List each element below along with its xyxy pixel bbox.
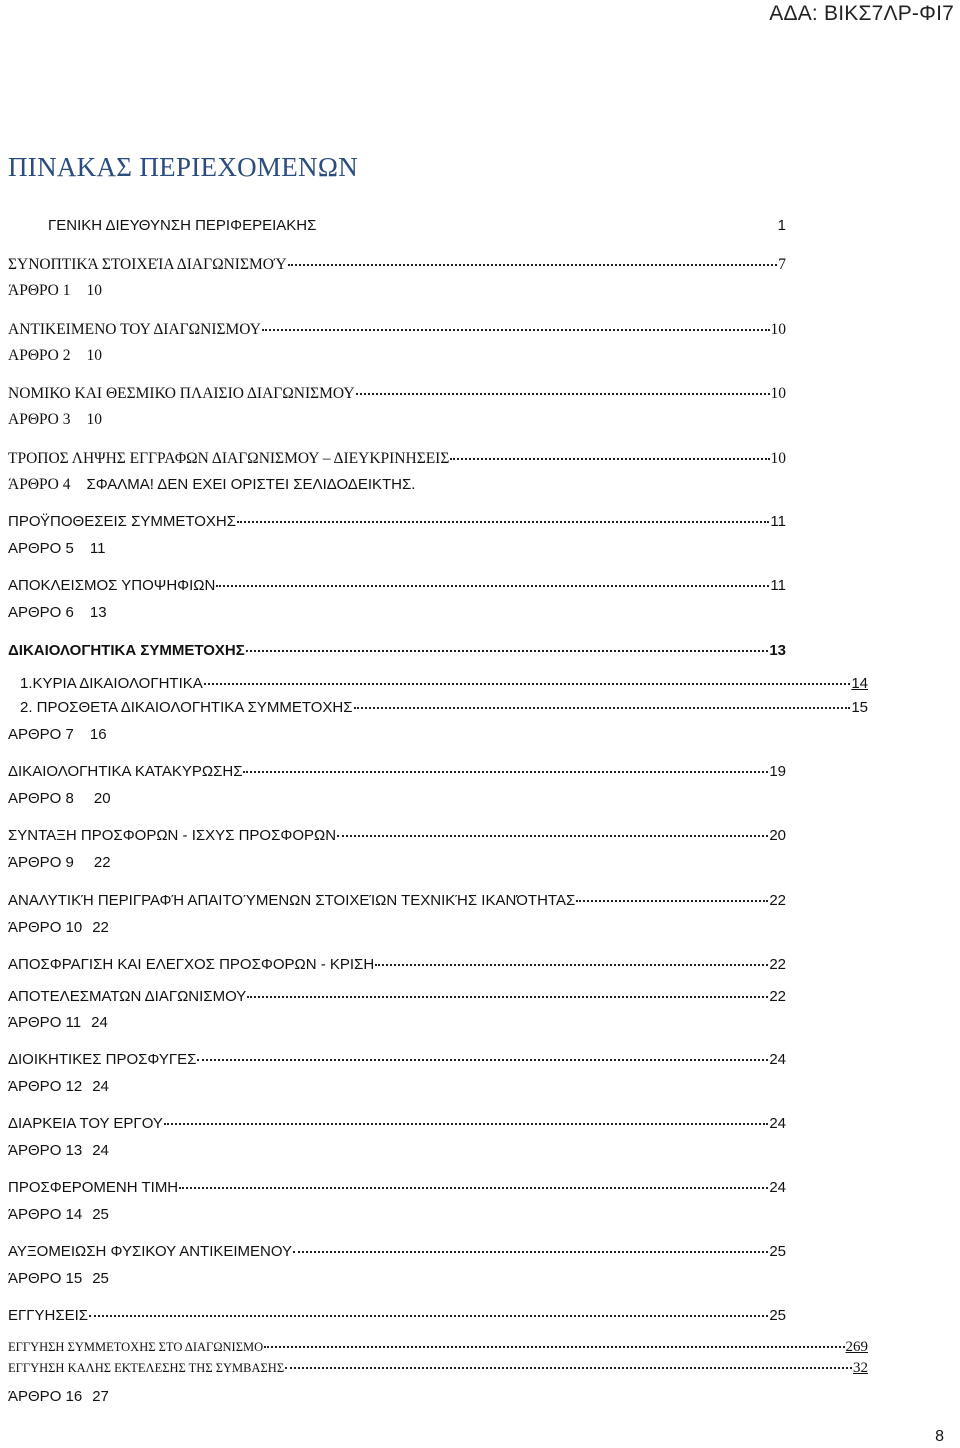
toc-entry-label: ΠΡΟΣΦΕΡΟΜΕΝΗ ΤΙΜΗ <box>8 1179 179 1196</box>
toc-entry-page: 32 <box>853 1359 868 1376</box>
toc-entry[interactable] <box>8 1336 868 1355</box>
toc-entry[interactable] <box>8 1303 786 1323</box>
toc-entry[interactable] <box>8 1143 109 1158</box>
dot-leader <box>262 313 770 331</box>
dot-leader <box>197 1044 768 1061</box>
toc-entry-page: 10 <box>86 282 102 299</box>
toc-entry-page: 22 <box>92 919 109 936</box>
toc-entry-label: ΔΙΚΑΙΟΛΟΓΗΤΙΚΑ ΚΑΤΑΚΥΡΩΣΗΣ <box>8 763 243 780</box>
dot-leader <box>179 1172 768 1189</box>
toc-entry-label: ΑΝΑΛΥΤΙΚΉ ΠΕΡΙΓΡΑΦΉ ΑΠΑΙΤΟΎΜΕΝΩΝ ΣΤΟΙΧΕΊΩΝ ΤΕΧΝΙΚΉΣ ΙΚΑΝΌΤΗΤΑΣ <box>8 892 576 909</box>
toc-entry-page: 10 <box>770 449 786 467</box>
dot-leader <box>354 692 851 709</box>
toc-entry-label: ΆΡΘΡΟ 4 <box>8 476 71 493</box>
toc-entry-label: ΓΕΝΙΚΗ ΔΙΕΥΘΥΝΣΗ ΠΕΡΙΦΕΡΕΙΑΚΗΣ <box>48 217 317 234</box>
toc-entry-label: ΆΡΘΡΟ 14 <box>8 1206 83 1223</box>
toc-entry-page: 24 <box>769 1179 786 1196</box>
toc-entry[interactable] <box>8 888 786 908</box>
toc-entry[interactable] <box>8 477 415 493</box>
toc-entry[interactable] <box>8 638 786 658</box>
toc-entry[interactable] <box>20 695 868 715</box>
toc-entry-page: 11 <box>89 540 106 557</box>
dot-leader <box>164 1108 768 1125</box>
dot-leader <box>375 949 768 966</box>
toc-entry[interactable] <box>8 920 109 935</box>
toc-entry[interactable] <box>8 1175 786 1195</box>
toc-entry-page: 11 <box>770 577 786 594</box>
toc-entry-label: ΑΠΟΚΛΕΙΣΜΟΣ ΥΠΟΨΗΦΙΩΝ <box>8 577 216 594</box>
toc-entry[interactable] <box>8 759 786 779</box>
toc-entry[interactable] <box>8 445 786 466</box>
toc-entry[interactable] <box>8 823 786 843</box>
toc-entry-page: 13 <box>89 604 107 621</box>
dot-leader <box>264 1333 844 1348</box>
toc-entry[interactable] <box>8 1389 109 1404</box>
toc-entry[interactable] <box>8 1047 786 1067</box>
toc-entry-page: 10 <box>86 411 102 428</box>
toc-entry[interactable] <box>8 1271 109 1286</box>
toc-entry-page: 22 <box>93 854 111 871</box>
toc-entry-page: 25 <box>769 1243 786 1260</box>
dot-leader <box>450 442 769 460</box>
toc-entry-label: ΠΡΟΫΠΟΘΕΣΕΙΣ ΣΥΜΜΕΤΟΧΗΣ <box>8 513 237 530</box>
toc-entry-label: ΑΠΟΣΦΡΑΓΙΣΗ ΚΑΙ ΕΛΕΓΧΟΣ ΠΡΟΣΦΟΡΩΝ - ΚΡΙΣΗ <box>8 956 375 973</box>
toc-entry-page: 22 <box>769 956 786 973</box>
toc-entry-page: 269 <box>845 1338 868 1355</box>
toc-entry-label: 2. ΠΡΟΣΘΕΤΑ ΔΙΚΑΙΟΛΟΓΗΤΙΚΑ ΣΥΜΜΕΤΟΧΗΣ <box>20 699 353 716</box>
toc-entry-label: ΆΡΘΡΟ 16 <box>8 1388 83 1405</box>
toc-entry-page: 24 <box>92 1142 109 1159</box>
toc-entry-page: 25 <box>92 1270 109 1287</box>
toc-entry-label: ΑΡΘΡΟ 8 <box>8 790 74 807</box>
toc-entry[interactable] <box>20 671 868 691</box>
toc-entry[interactable] <box>8 573 786 593</box>
dot-leader <box>246 635 769 652</box>
toc-entry-label: ΑΡΘΡΟ 7 <box>8 726 74 743</box>
toc-entry-page: 1 <box>777 217 786 234</box>
toc-entry[interactable] <box>8 984 786 1004</box>
dot-leader <box>243 756 768 773</box>
toc-entry-label: ΆΡΘΡΟ 12 <box>8 1078 83 1095</box>
toc-entry-label: ΆΡΘΡΟ 15 <box>8 1270 83 1287</box>
toc-entry-page: 10 <box>770 384 786 402</box>
toc-entry-page: 20 <box>93 790 111 807</box>
toc-entry[interactable] <box>8 855 111 870</box>
dot-leader <box>247 981 768 998</box>
toc-entry-page: 16 <box>89 726 107 743</box>
dot-leader <box>288 248 778 266</box>
toc-entry[interactable] <box>8 412 102 428</box>
toc-entry-label: ΔΙΑΡΚΕΙΑ ΤΟΥ ΕΡΓΟΥ <box>8 1115 163 1132</box>
dot-leader <box>204 668 851 685</box>
dot-leader <box>576 885 768 902</box>
page-number: 8 <box>935 1428 944 1445</box>
toc-entry-label: ΑΡΘΡΟ 2 <box>8 347 71 364</box>
toc-entry[interactable] <box>8 316 786 337</box>
toc-entry-page: 10 <box>770 320 786 338</box>
toc-entry[interactable] <box>8 605 107 620</box>
toc-entry-page: 24 <box>769 1115 786 1132</box>
toc-entry[interactable] <box>8 1111 786 1131</box>
toc-entry-page: ΣΦΑΛΜΑ! ΔΕΝ ΕΧΕΙ ΟΡΙΣΤΕΙ ΣΕΛΙΔΟΔΕΙΚΤΗΣ. <box>86 476 416 493</box>
toc-entry-label: ΔΙΟΙΚΗΤΙΚΕΣ ΠΡΟΣΦΥΓΕΣ <box>8 1051 197 1068</box>
toc-entry[interactable] <box>8 251 786 272</box>
toc-entry-label: ΝΟΜΙΚΟ ΚΑΙ ΘΕΣΜΙΚΟ ΠΛΑΙΣΙΟ ΔΙΑΓΩΝΙΣΜΟΥ <box>8 384 355 402</box>
toc-entry-label: ΕΓΓΥΗΣΗ ΣΥΜΜΕΤΟΧΗΣ ΣΤΟ ΔΙΑΓΩΝΙΣΜΟ <box>8 1339 264 1354</box>
toc-entry[interactable] <box>8 348 102 364</box>
toc-entry-page: 15 <box>851 699 868 716</box>
toc-entry-page: 22 <box>769 892 786 909</box>
toc-entry-label: 1.ΚΥΡΙΑ ΔΙΚΑΙΟΛΟΓΗΤΙΚΑ <box>20 675 203 692</box>
toc-entry-label: ΆΡΘΡΟ 10 <box>8 919 83 936</box>
toc-entry-page: 25 <box>92 1206 109 1223</box>
toc-entry[interactable] <box>8 380 786 401</box>
toc-entry-page: 24 <box>769 1051 786 1068</box>
toc-entry-label: ΆΡΘΡΟ 9 <box>8 854 74 871</box>
toc-entry-page: 22 <box>769 988 786 1005</box>
toc-entry-label: ΔΙΚΑΙΟΛΟΓΗΤΙΚΑ ΣΥΜΜΕΤΟΧΗΣ <box>8 642 245 659</box>
toc-entry-label: ΆΡΘΡΟ 13 <box>8 1142 83 1159</box>
toc-entry[interactable] <box>8 1079 109 1094</box>
ada-header: ΑΔΑ: ΒΙΚΣ7ΛΡ-ΦΙ7 <box>769 2 954 25</box>
toc-entry-page: 27 <box>92 1388 109 1405</box>
dot-leader <box>216 570 769 587</box>
toc-entry[interactable] <box>8 283 102 299</box>
toc-entry-page: 24 <box>92 1078 109 1095</box>
toc-entry-label: ΑΠΟΤΕΛΕΣΜΑΤΩΝ ΔΙΑΓΩΝΙΣΜΟΥ <box>8 988 247 1005</box>
toc-entry-page: 19 <box>769 763 786 780</box>
toc-entry[interactable] <box>8 509 786 529</box>
toc-entry[interactable] <box>48 218 786 233</box>
toc-entry[interactable] <box>8 727 107 742</box>
toc-entry-label: ΑΡΘΡΟ 3 <box>8 411 71 428</box>
toc-entry-page: 24 <box>91 1014 108 1031</box>
toc-entry-label: ΕΓΓΥΗΣΕΙΣ <box>8 1307 89 1324</box>
toc-entry-label: ΤΡΟΠΟΣ ΛΗΨΗΣ ΕΓΓΡΑΦΩΝ ΔΙΑΓΩΝΙΣΜΟΥ – ΔΙΕΥΚΡΙΝΗΣΕΙΣ <box>8 449 450 467</box>
dot-leader <box>285 1354 852 1369</box>
toc-entry[interactable] <box>8 1357 868 1376</box>
toc-entry-label: ΣΥΝΤΑΞΗ ΠΡΟΣΦΟΡΩΝ - ΙΣΧΥΣ ΠΡΟΣΦΟΡΩΝ <box>8 827 337 844</box>
toc-entry[interactable] <box>8 791 111 806</box>
toc-entry-label: ΆΡΘΡΟ 11 <box>8 1014 82 1031</box>
toc-entry-page: 11 <box>770 513 786 530</box>
toc-entry[interactable] <box>8 1015 108 1030</box>
toc-entry-page: 13 <box>769 642 786 659</box>
toc-entry-label: ΆΡΘΡΟ 1 <box>8 282 71 299</box>
toc-entry-page: 7 <box>778 255 786 273</box>
toc-entry-page: 25 <box>769 1307 786 1324</box>
toc-entry[interactable] <box>8 1239 786 1259</box>
dot-leader <box>89 1300 768 1317</box>
dot-leader <box>337 820 768 837</box>
toc-entry-page: 14 <box>851 675 868 692</box>
toc-entry-label: ΣΥΝΟΠΤΙΚΆ ΣΤΟΙΧΕΊΑ ΔΙΑΓΩΝΙΣΜΟΎ <box>8 255 287 273</box>
toc-entry-label: ΑΡΘΡΟ 5 <box>8 540 74 557</box>
dot-leader <box>356 377 770 395</box>
toc-entry[interactable] <box>8 541 105 556</box>
toc-entry-label: ΑΥΞΟΜΕΙΩΣΗ ΦΥΣΙΚΟΥ ΑΝΤΙΚΕΙΜΕΝΟΥ <box>8 1243 293 1260</box>
dot-leader <box>237 506 769 523</box>
toc-entry-page: 10 <box>86 347 102 364</box>
dot-leader <box>293 1236 768 1253</box>
toc-entry-label: ΑΝΤΙΚΕΙΜΕΝΟ ΤΟΥ ΔΙΑΓΩΝΙΣΜΟΥ <box>8 320 261 338</box>
toc-entry-label: ΑΡΘΡΟ 6 <box>8 604 74 621</box>
toc-title: ΠΙΝΑΚΑΣ ΠΕΡΙΕΧΟΜΕΝΩΝ <box>8 152 358 182</box>
toc-entry[interactable] <box>8 1207 109 1222</box>
toc-entry[interactable] <box>8 952 786 972</box>
toc-entry-label: ΕΓΓΥΗΣΗ ΚΑΛΗΣ ΕΚΤΕΛΕΣΗΣ ΤΗΣ ΣΥΜΒΑΣΗΣ <box>8 1360 285 1375</box>
toc-entry-page: 20 <box>769 827 786 844</box>
